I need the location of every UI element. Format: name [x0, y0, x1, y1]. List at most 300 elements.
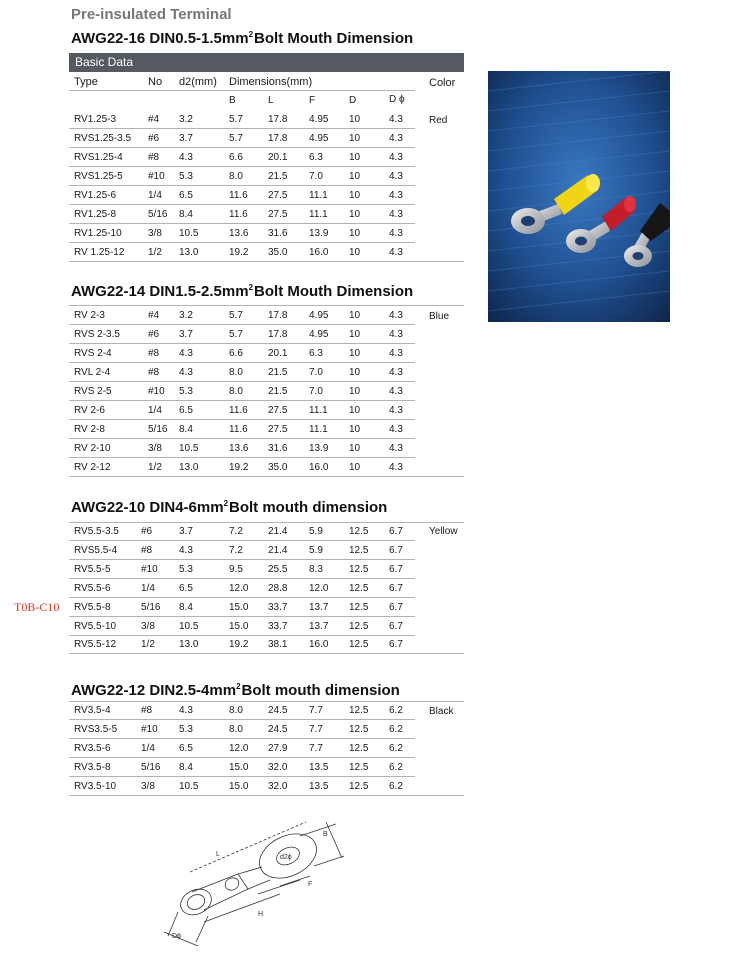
table-cell: 4.95: [309, 329, 329, 340]
table-row-divider: [69, 204, 415, 205]
table-cell: 10.5: [179, 621, 199, 632]
table-cell: 7.2: [229, 526, 243, 537]
table-cell: 1/2: [148, 247, 162, 258]
table-row-divider: [69, 343, 415, 344]
table-cell: 6.2: [389, 705, 403, 716]
table-cell: 4.3: [389, 443, 403, 454]
table-cell: 5/16: [141, 602, 161, 613]
table-cell: 24.5: [268, 724, 288, 735]
table-cell: 4.95: [309, 310, 329, 321]
table-cell: 11.1: [309, 424, 328, 435]
table-cell: 4.3: [389, 114, 403, 125]
table-cell: 8.0: [229, 171, 243, 182]
table-cell: 3.7: [179, 526, 193, 537]
table-cell: 28.8: [268, 583, 288, 594]
table-cell: 13.6: [229, 228, 249, 239]
header-divider: [69, 90, 415, 91]
table-cell: RVS 2-4: [74, 348, 112, 359]
table-cell: 4.3: [179, 152, 193, 163]
table-cell: 4.3: [179, 545, 193, 556]
color-label: Yellow: [429, 526, 458, 537]
table-cell: RVS1.25-3.5: [74, 133, 132, 144]
table-row-divider: [69, 261, 464, 262]
table-cell: 5/16: [141, 762, 161, 773]
table-row-divider: [69, 438, 415, 439]
table-row-divider: [69, 559, 415, 560]
table-cell: 6.5: [179, 743, 193, 754]
table-cell: 8.4: [179, 602, 193, 613]
table-cell: 10: [349, 348, 361, 359]
table-cell: 4.3: [389, 133, 403, 144]
header-type: Type: [74, 76, 98, 88]
table-cell: 12.5: [349, 545, 369, 556]
table-cell: 6.7: [389, 545, 403, 556]
table-cell: 11.6: [229, 190, 248, 201]
table-cell: RV3.5-10: [74, 781, 117, 792]
table-cell: RV5.5-12: [74, 639, 117, 650]
table-cell: 35.0: [268, 462, 288, 473]
table-cell: 27.5: [268, 424, 288, 435]
diagram-label-dphi: Dϕ: [172, 933, 181, 940]
table-cell: #8: [141, 545, 153, 556]
section-title-main: AWG22-16 DIN0.5-1.5mm: [71, 30, 249, 47]
table-cell: 12.0: [309, 583, 329, 594]
table-cell: 4.3: [389, 424, 403, 435]
table-cell: 3.2: [179, 310, 193, 321]
table-row-divider: [69, 738, 415, 739]
header-d: D: [349, 95, 357, 106]
table-cell: 12.0: [229, 583, 249, 594]
table-cell: 35.0: [268, 247, 288, 258]
table-cell: 5.3: [179, 386, 193, 397]
table-cell: 6.2: [389, 724, 403, 735]
table-cell: 6.5: [179, 190, 193, 201]
table-cell: 4.3: [389, 405, 403, 416]
table-cell: RVS5.5-4: [74, 545, 118, 556]
table-row-divider: [69, 242, 415, 243]
table-row-divider: [69, 540, 415, 541]
squared-superscript: 2: [248, 283, 254, 292]
table-top-border: [69, 305, 464, 306]
table-cell: 10: [349, 152, 361, 163]
table-cell: 12.5: [349, 781, 369, 792]
table-row-divider: [69, 476, 464, 477]
table-cell: RVS1.25-4: [74, 152, 123, 163]
table-row-divider: [69, 419, 415, 420]
table-cell: 8.4: [179, 209, 193, 220]
table-cell: #8: [148, 348, 160, 359]
table-cell: 4.95: [309, 133, 329, 144]
section-title-main: AWG22-14 DIN1.5-2.5mm: [71, 283, 249, 300]
table-cell: RVS3.5-5: [74, 724, 118, 735]
table-cell: RV5.5-6: [74, 583, 111, 594]
section-title-suffix: Bolt mouth dimension: [229, 499, 388, 516]
terminal-dimension-diagram: [130, 812, 370, 972]
side-code: T0B-C10: [14, 600, 60, 614]
table-cell: 5.7: [229, 329, 243, 340]
table-cell: RV 2-8: [74, 424, 105, 435]
table-cell: RV5.5-8: [74, 602, 111, 613]
table-cell: 11.6: [229, 405, 248, 416]
table-cell: 33.7: [268, 602, 288, 613]
table-cell: 8.4: [179, 762, 193, 773]
table-row-divider: [69, 616, 415, 617]
table-cell: 17.8: [268, 114, 288, 125]
table-row-divider: [69, 128, 415, 129]
table-cell: 10.5: [179, 781, 199, 792]
table-cell: #8: [148, 152, 160, 163]
table-cell: 31.6: [268, 443, 288, 454]
table-cell: 4.3: [179, 705, 193, 716]
table-cell: 24.5: [268, 705, 288, 716]
table-top-border: [69, 522, 464, 523]
table-cell: 11.6: [229, 209, 248, 220]
diagram-label-l: L: [216, 851, 220, 858]
header-l: L: [268, 95, 274, 106]
color-label: Red: [429, 115, 448, 126]
table-cell: 1/2: [141, 639, 155, 650]
table-cell: 19.2: [229, 247, 249, 258]
table-cell: 10: [349, 310, 361, 321]
table-cell: RV1.25-10: [74, 228, 122, 239]
table-cell: 6.7: [389, 583, 403, 594]
table-cell: 17.8: [268, 329, 288, 340]
table-cell: 19.2: [229, 639, 249, 650]
table-cell: 13.0: [179, 462, 199, 473]
section-title: [71, 283, 413, 300]
table-cell: 3/8: [141, 621, 155, 632]
table-cell: 27.5: [268, 209, 288, 220]
table-row-divider: [69, 362, 415, 363]
table-cell: 5/16: [148, 209, 168, 220]
squared-superscript: 2: [223, 499, 229, 508]
table-cell: 13.5: [309, 781, 329, 792]
table-cell: 38.1: [268, 639, 288, 650]
table-cell: 3/8: [148, 443, 162, 454]
table-cell: 5.3: [179, 171, 193, 182]
table-row-divider: [69, 795, 464, 796]
table-cell: 4.3: [389, 171, 403, 182]
table-cell: RV 2-12: [74, 462, 111, 473]
table-cell: 4.3: [389, 462, 403, 473]
table-cell: 8.0: [229, 724, 243, 735]
table-row-divider: [69, 185, 415, 186]
table-cell: 5.7: [229, 310, 243, 321]
table-cell: 6.2: [389, 781, 403, 792]
table-cell: 21.5: [268, 386, 288, 397]
table-row-divider: [69, 776, 415, 777]
table-cell: RV5.5-10: [74, 621, 117, 632]
table-cell: 15.0: [229, 762, 249, 773]
table-cell: 5.7: [229, 114, 243, 125]
table-cell: 4.3: [389, 348, 403, 359]
table-cell: 1/4: [148, 190, 162, 201]
table-cell: 8.0: [229, 705, 243, 716]
section-title-suffix: Bolt Mouth Dimension: [254, 283, 414, 300]
table-cell: 16.0: [309, 247, 329, 258]
table-cell: 12.0: [229, 743, 249, 754]
table-cell: #8: [148, 367, 160, 378]
table-cell: 10: [349, 405, 361, 416]
table-cell: 6.3: [309, 348, 323, 359]
section-title-main: AWG22-12 DIN2.5-4mm: [71, 682, 237, 699]
table-cell: 10: [349, 386, 361, 397]
table-row-divider: [69, 457, 415, 458]
table-cell: 12.5: [349, 705, 369, 716]
table-cell: 13.9: [309, 443, 329, 454]
table-cell: 20.1: [268, 348, 288, 359]
table-cell: 8.0: [229, 386, 243, 397]
table-cell: #4: [148, 310, 160, 321]
table-cell: #6: [141, 526, 153, 537]
table-cell: 4.3: [389, 190, 403, 201]
table-cell: 4.3: [179, 348, 193, 359]
diagram-label-d2: d2ϕ: [280, 854, 292, 861]
table-cell: 10: [349, 329, 361, 340]
table-row-divider: [69, 147, 415, 148]
table-cell: 6.3: [309, 152, 323, 163]
table-cell: 4.3: [389, 228, 403, 239]
table-cell: 10: [349, 228, 361, 239]
table-cell: 1/2: [148, 462, 162, 473]
table-cell: 13.9: [309, 228, 329, 239]
table-cell: 17.8: [268, 310, 288, 321]
table-cell: #8: [141, 705, 153, 716]
table-cell: 12.5: [349, 743, 369, 754]
table-cell: #10: [141, 724, 158, 735]
table-cell: 3.2: [179, 114, 193, 125]
table-cell: #6: [148, 133, 160, 144]
table-cell: RVS 2-5: [74, 386, 112, 397]
table-cell: 1/4: [148, 405, 162, 416]
table-cell: 3/8: [141, 781, 155, 792]
table-cell: 8.4: [179, 424, 193, 435]
table-cell: 13.5: [309, 762, 329, 773]
table-cell: 6.5: [179, 583, 193, 594]
table-row-divider: [69, 757, 415, 758]
table-row-divider: [69, 400, 415, 401]
table-cell: 13.0: [179, 639, 199, 650]
table-cell: 1/4: [141, 583, 155, 594]
header-f: F: [309, 95, 316, 106]
table-row-divider: [69, 653, 464, 654]
table-cell: 12.5: [349, 564, 369, 575]
table-cell: 16.0: [309, 639, 329, 650]
squared-superscript: 2: [236, 682, 241, 691]
table-cell: RV1.25-6: [74, 190, 117, 201]
table-cell: 16.0: [309, 462, 329, 473]
header-dphi: D ϕ: [389, 94, 405, 105]
table-cell: 8.0: [229, 367, 243, 378]
section-title: [71, 682, 400, 699]
table-cell: 17.8: [268, 133, 288, 144]
color-label: Blue: [429, 311, 450, 322]
table-cell: 10: [349, 462, 361, 473]
table-cell: RV 1.25-12: [74, 247, 125, 258]
table-cell: 3/8: [148, 228, 162, 239]
table-cell: 4.3: [389, 152, 403, 163]
table-cell: 13.6: [229, 443, 249, 454]
table-cell: 32.0: [268, 781, 288, 792]
table-cell: 4.3: [389, 386, 403, 397]
table-cell: 12.5: [349, 526, 369, 537]
section-title-suffix: Bolt Mouth Dimension: [254, 30, 414, 47]
table-cell: 1/4: [141, 743, 155, 754]
table-cell: #10: [148, 386, 165, 397]
table-cell: 32.0: [268, 762, 288, 773]
table-cell: 10: [349, 367, 361, 378]
table-cell: RV1.25-8: [74, 209, 117, 220]
table-cell: 7.7: [309, 724, 323, 735]
table-cell: RVS1.25-5: [74, 171, 123, 182]
table-cell: #10: [148, 171, 165, 182]
table-cell: 7.0: [309, 367, 323, 378]
table-cell: RV3.5-6: [74, 743, 111, 754]
table-cell: #4: [148, 114, 160, 125]
table-row-divider: [69, 166, 415, 167]
table-cell: 12.5: [349, 762, 369, 773]
table-cell: 4.3: [179, 367, 193, 378]
table-row-divider: [69, 719, 415, 720]
table-cell: 4.3: [389, 329, 403, 340]
table-cell: 8.3: [309, 564, 323, 575]
table-cell: 5.9: [309, 545, 323, 556]
table-cell: 6.6: [229, 348, 243, 359]
table-cell: 6.7: [389, 564, 403, 575]
table-cell: 6.7: [389, 639, 403, 650]
squared-superscript: 2: [248, 30, 254, 39]
table-cell: 3.7: [179, 329, 193, 340]
table-top-border: [69, 701, 464, 702]
diagram-label-b: B: [323, 831, 328, 838]
table-cell: 5.9: [309, 526, 323, 537]
table-cell: 10.5: [179, 228, 199, 239]
table-cell: 33.7: [268, 621, 288, 632]
table-cell: 20.1: [268, 152, 288, 163]
table-cell: RV5.5-5: [74, 564, 111, 575]
table-cell: 19.2: [229, 462, 249, 473]
table-cell: 9.5: [229, 564, 243, 575]
table-cell: 13.7: [309, 602, 329, 613]
basic-data-bar: Basic Data: [69, 53, 464, 72]
table-cell: 10: [349, 209, 361, 220]
header-no: No: [148, 76, 163, 88]
table-cell: 21.5: [268, 367, 288, 378]
table-row-divider: [69, 635, 415, 636]
table-cell: 12.5: [349, 602, 369, 613]
table-cell: 6.7: [389, 602, 403, 613]
table-cell: 6.6: [229, 152, 243, 163]
diagram-label-h: H: [258, 911, 264, 918]
table-cell: 7.7: [309, 705, 323, 716]
table-row-divider: [69, 597, 415, 598]
table-cell: 5.3: [179, 724, 193, 735]
table-cell: 7.0: [309, 171, 323, 182]
table-cell: 3.7: [179, 133, 193, 144]
table-cell: 12.5: [349, 583, 369, 594]
table-cell: 5/16: [148, 424, 168, 435]
table-cell: 6.2: [389, 762, 403, 773]
diagram-label-f: F: [308, 881, 313, 888]
table-cell: #6: [148, 329, 160, 340]
table-cell: RV 2-10: [74, 443, 111, 454]
table-cell: 10: [349, 171, 361, 182]
table-cell: 10: [349, 443, 361, 454]
table-cell: RV 2-6: [74, 405, 105, 416]
table-cell: 27.9: [268, 743, 288, 754]
page-title: Pre-insulated Terminal: [71, 6, 232, 23]
table-cell: RVS 2-3.5: [74, 329, 120, 340]
table-cell: 31.6: [268, 228, 288, 239]
table-cell: 4.3: [389, 209, 403, 220]
table-cell: 15.0: [229, 602, 249, 613]
header-b: B: [229, 95, 236, 106]
table-cell: 25.5: [268, 564, 288, 575]
table-cell: RV5.5-3.5: [74, 526, 119, 537]
table-cell: RV3.5-4: [74, 705, 111, 716]
table-cell: 4.95: [309, 114, 329, 125]
table-cell: 7.0: [309, 386, 323, 397]
product-photo: [488, 71, 670, 322]
table-cell: 12.5: [349, 724, 369, 735]
table-cell: 21.5: [268, 171, 288, 182]
table-row-divider: [69, 578, 415, 579]
table-cell: 21.4: [268, 526, 288, 537]
table-cell: #10: [141, 564, 158, 575]
table-cell: 10.5: [179, 443, 199, 454]
section-title-main: AWG22-10 DIN4-6mm: [71, 499, 224, 516]
table-cell: 11.6: [229, 424, 248, 435]
table-cell: 21.4: [268, 545, 288, 556]
table-cell: 12.5: [349, 621, 369, 632]
table-cell: 7.2: [229, 545, 243, 556]
table-cell: 4.3: [389, 367, 403, 378]
table-cell: 4.3: [389, 310, 403, 321]
section-title-suffix: Bolt mouth dimension: [241, 682, 400, 699]
table-cell: 10: [349, 114, 361, 125]
table-cell: 6.7: [389, 621, 403, 632]
color-label: Black: [429, 706, 454, 717]
table-row-divider: [69, 324, 415, 325]
table-cell: 10: [349, 190, 361, 201]
table-cell: RV 2-3: [74, 310, 105, 321]
header-color: Color: [429, 77, 456, 89]
table-cell: 11.1: [309, 190, 328, 201]
table-cell: 7.7: [309, 743, 323, 754]
header-dimensions: Dimensions(mm): [229, 76, 313, 88]
table-cell: 6.2: [389, 743, 403, 754]
table-cell: 13.0: [179, 247, 199, 258]
table-cell: 5.3: [179, 564, 193, 575]
table-row-divider: [69, 223, 415, 224]
table-cell: 4.3: [389, 247, 403, 258]
table-cell: RV3.5-8: [74, 762, 111, 773]
header-d2: d2(mm): [179, 76, 217, 88]
table-cell: 13.7: [309, 621, 329, 632]
table-cell: 12.5: [349, 639, 369, 650]
section-title: [71, 30, 413, 47]
table-cell: 5.7: [229, 133, 243, 144]
table-cell: 6.5: [179, 405, 193, 416]
table-cell: 27.5: [268, 190, 288, 201]
table-cell: RV1.25-3: [74, 114, 117, 125]
table-cell: 6.7: [389, 526, 403, 537]
table-cell: RVL 2-4: [74, 367, 111, 378]
table-cell: 11.1: [309, 209, 328, 220]
table-cell: 15.0: [229, 781, 249, 792]
table-cell: 11.1: [309, 405, 328, 416]
section-title: [71, 499, 387, 516]
